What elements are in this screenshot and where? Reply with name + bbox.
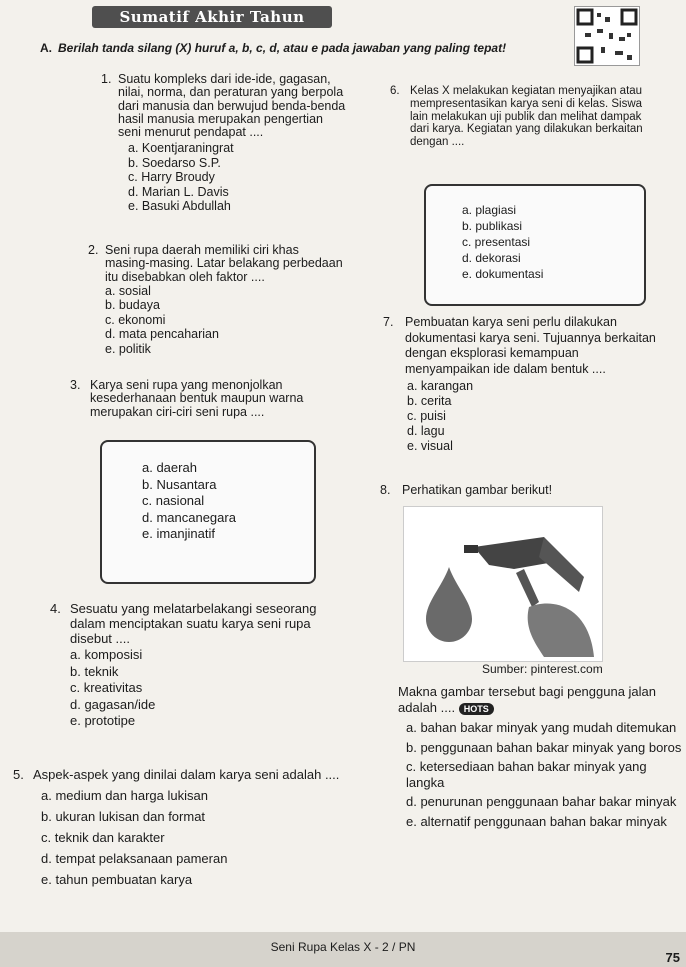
section-instruction [40,41,558,55]
q8-question-block [398,684,683,829]
q8-options [398,720,683,829]
q7-options [405,379,660,454]
q1-option-b[interactable]: b. Soedarso S.P. [128,155,221,170]
q8-option-c[interactable]: c. ketersediaan bahan bakar minyak yang langka [406,759,647,790]
qr-code [574,6,640,66]
question-6 [390,85,655,149]
q5-option-c[interactable]: c. teknik dan karakter [41,830,165,845]
q3-option-a[interactable]: a. daerah [142,460,197,475]
q6-option-c[interactable]: c. presentasi [462,235,531,249]
q5-options [33,785,343,890]
q7-option-b[interactable]: b. cerita [407,394,452,408]
q2-option-c[interactable]: c. ekonomi [105,312,166,327]
q4-option-e[interactable]: e. prototipe [70,713,136,728]
q1-option-e[interactable]: e. Basuki Abdullah [128,199,231,214]
q5-option-e[interactable]: e. tahun pembuatan karya [41,872,193,887]
q7-number: 7. [383,315,394,329]
question-4 [50,601,350,730]
q7-option-e[interactable]: e. visual [407,439,453,453]
q4-options [70,647,350,730]
q3-number: 3. [70,378,81,392]
q2-option-a[interactable]: a. sosial [105,283,151,298]
q5-option-b[interactable]: b. ukuran lukisan dan format [41,809,206,824]
q8-text: Perhatikan gambar berikut! [402,483,553,497]
q4-option-b[interactable]: b. teknik [70,663,119,679]
q1-number: 1. [101,72,112,86]
q6-option-e[interactable]: e. dokumentasi [462,267,544,281]
q4-text: Sesuatu yang melatarbelakangi seseorang dalam menciptakan suatu karya seni rupa disebut .... [70,601,317,646]
fuel-drop-icon [426,567,472,642]
q7-option-c[interactable]: c. puisi [407,409,446,423]
q4-option-a[interactable]: a. komposisi [70,647,143,662]
q8-option-b[interactable]: b. penggunaan bahan bakar minyak yang boros [406,739,682,755]
title-banner [92,6,332,28]
q6-text: Kelas X melakukan kegiatan menyajikan atau mempresentasikan karya seni di kelas. Siswa lain melakukan uji publik dan melihat dampak dari karya. Kegiatan yang dilakukan berkaitan dengan .... [410,85,643,149]
section-letter: A. [40,41,52,55]
q8-number: 8. [380,483,391,497]
question-1 [101,72,348,214]
q6-number: 6. [390,85,400,97]
q4-option-d[interactable]: d. gagasan/ide [70,696,156,712]
fuel-nozzle-image [403,506,603,662]
q8-option-e[interactable]: e. alternatif penggunaan bahan bakar minyak [406,813,667,829]
hots-badge: HOTS [459,703,494,715]
q2-options [105,284,345,357]
q8-option-d[interactable]: d. penurunan penggunaan bahar bakar minyak [406,794,677,809]
q6-option-a[interactable]: a. plagiasi [462,203,517,217]
q5-text: Aspek-aspek yang dinilai dalam karya seni adalah .... [33,767,340,782]
question-7 [383,315,660,454]
q7-option-a[interactable]: a. karangan [407,379,474,393]
q1-option-a[interactable]: a. Koentjaraningrat [128,141,234,156]
q6-option-d[interactable]: d. dekorasi [462,251,521,265]
q1-option-d[interactable]: d. Marian L. Davis [128,184,229,199]
image-source: Sumber: pinterest.com [482,662,603,676]
q6-options-card [424,184,646,306]
q4-option-c[interactable]: c. kreativitas [70,680,143,695]
q7-text: Pembuatan karya seni perlu dilakukan dokumentasi karya seni. Tujuannya berkaitan dengan eksplorasi kemampuan menyampaikan ide dalam bentuk .... [405,315,656,376]
q3-options-card [100,440,316,584]
q1-options [118,141,348,214]
q3-text: Karya seni rupa yang menonjolkan kesederhanaan bentuk maupun warna merupakan ciri-ciri seni rupa .... [90,378,304,419]
question-2 [88,243,345,356]
q6-option-b[interactable]: b. publikasi [462,219,523,233]
q2-number: 2. [88,243,99,257]
q5-number: 5. [13,767,24,782]
footer-text: Seni Rupa Kelas X - 2 / PN [270,940,416,954]
q4-number: 4. [50,601,61,616]
q2-option-e[interactable]: e. politik [105,341,151,356]
q8-option-a[interactable]: a. bahan bakar minyak yang mudah ditemukan [406,720,677,735]
q1-text: Suatu kompleks dari ide-ide, gagasan, nilai, norma, dan peraturan yang berpola dari manusia dan berwujud benda-benda hasil manusia merupakan pengertian seni menurut pendapat .... [118,72,346,140]
q6-options [426,186,644,282]
q5-option-d[interactable]: d. tempat pelaksanaan pameran [41,851,228,866]
q1-option-c[interactable]: c. Harry Broudy [128,170,215,185]
banner-text: Sumatif Akhir Tahun [119,8,305,26]
q3-option-d[interactable]: d. mancanegara [142,509,236,525]
q2-option-b[interactable]: b. budaya [105,298,160,313]
page-number: 75 [665,950,680,965]
q3-option-b[interactable]: b. Nusantara [142,476,217,492]
q3-option-c[interactable]: c. nasional [142,493,205,508]
instruction-text: Berilah tanda silang (X) huruf a, b, c, d, atau e pada jawaban yang paling tepat! [58,41,507,55]
q5-option-a[interactable]: a. medium dan harga lukisan [41,788,208,803]
q2-text: Seni rupa daerah memiliki ciri khas masing-masing. Latar belakang perbedaan itu disebabkan oleh faktor .... [105,243,343,284]
q7-option-d[interactable]: d. lagu [407,424,445,438]
question-5 [13,767,343,890]
question-3 [70,378,350,419]
question-8 [380,483,662,497]
q8-question: Makna gambar tersebut bagi pengguna jalan adalah .... [398,684,657,715]
q3-options [102,442,314,543]
q3-option-e[interactable]: e. imanjinatif [142,526,215,541]
q2-option-d[interactable]: d. mata pencaharian [105,327,219,342]
